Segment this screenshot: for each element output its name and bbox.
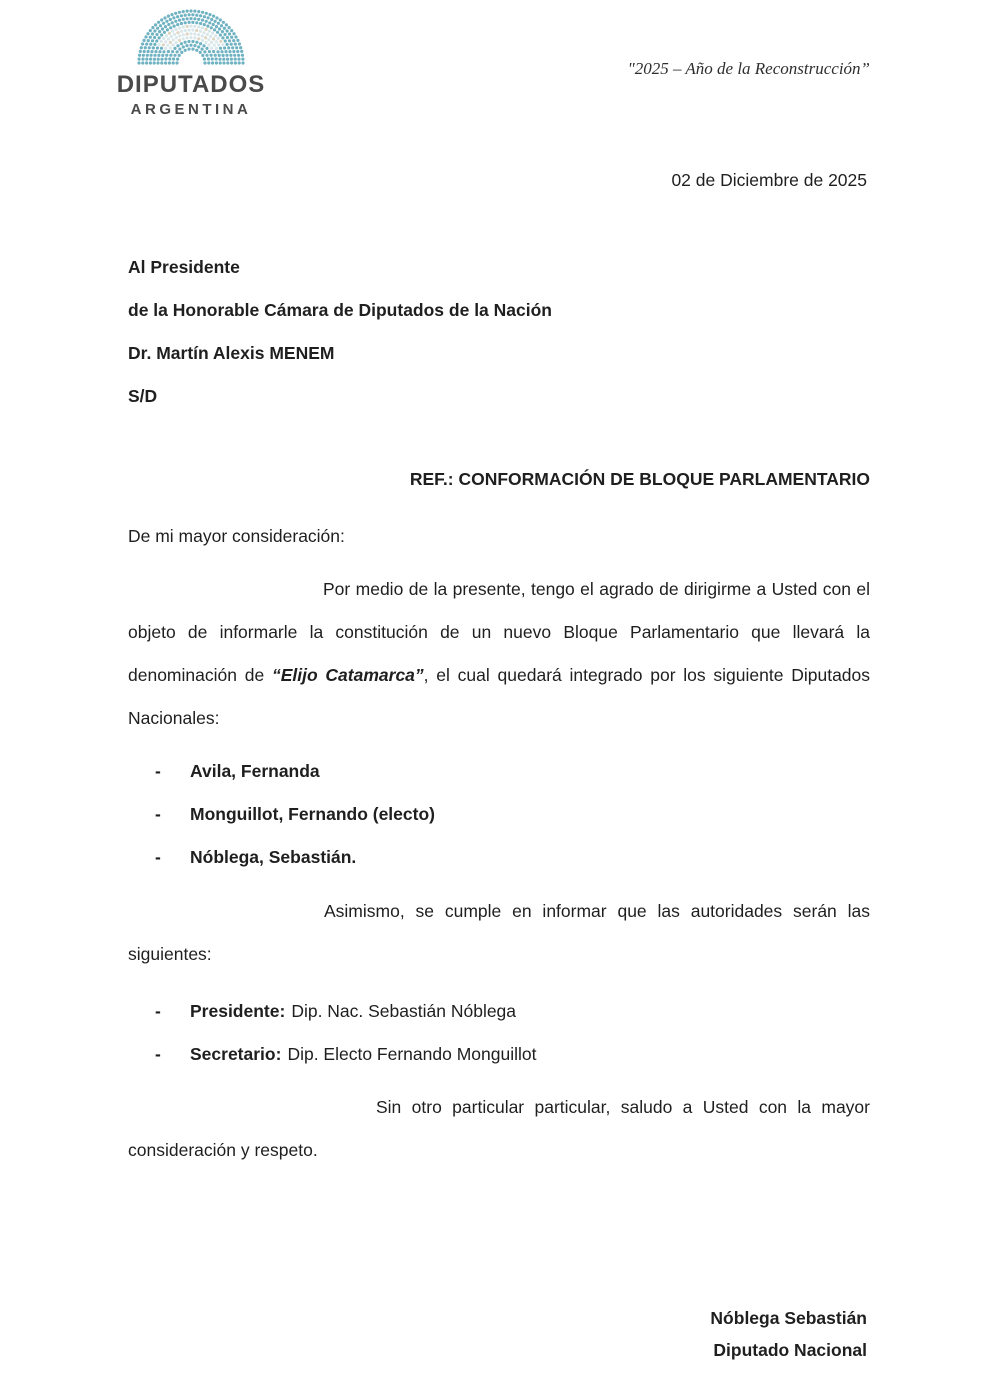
member-row (155, 750, 435, 793)
member-row (155, 793, 435, 836)
paragraph-authorities: Asimismo, se cumple en informar que las autoridades serán las siguientes: (128, 901, 870, 964)
year-motto: "2025 – Año de la Reconstrucción” (627, 59, 870, 78)
paragraph-intro-text-after: , el cual quedará integrado por los siguiente Diputados Nacionales: (128, 665, 871, 728)
member-name: Avila, Fernanda (190, 761, 320, 781)
signature-name: Nóblega Sebastián (710, 1308, 867, 1328)
authority-role: Presidente: (190, 1001, 286, 1021)
recipient-line-1: Al Presidente (128, 257, 240, 277)
authority-role: Secretario: (190, 1044, 282, 1064)
member-name: Monguillot, Fernando (electo) (190, 804, 435, 824)
authority-detail: Dip. Nac. Sebastián Nóblega (291, 1001, 517, 1021)
bullet-dash: - (155, 1001, 161, 1021)
members-list (155, 750, 435, 879)
member-name: Nóblega, Sebastián. (190, 847, 357, 867)
paragraph-intro-text-before: Por medio de la presente, tengo el agrado de dirigirme a Usted con el objeto de informarle la constitución de un nuevo Bloque Parlamentario que llevará la denominación de (128, 579, 870, 685)
block-name: “Elijo Catamarca” (271, 665, 424, 685)
member-row (155, 836, 435, 879)
salutation: De mi mayor consideración: (128, 526, 345, 546)
bullet-dash: - (155, 847, 161, 867)
bullet-dash: - (155, 761, 161, 781)
paragraph-intro (128, 568, 870, 740)
reference-line: REF.: CONFORMACIÓN DE BLOQUE PARLAMENTARIO (409, 469, 870, 489)
authorities-list (155, 990, 536, 1076)
bullet-dash: - (155, 1044, 161, 1064)
signature-title: Diputado Nacional (713, 1340, 867, 1360)
recipient-line-2: de la Honorable Cámara de Diputados de la Nación (128, 300, 552, 320)
date-line: 02 de Diciembre de 2025 (671, 170, 867, 190)
hemicycle-dots-icon (116, 6, 266, 68)
bullet-dash: - (155, 804, 161, 824)
authority-row (155, 1033, 536, 1076)
recipient-line-4: S/D (128, 386, 158, 406)
recipient-line-3: Dr. Martín Alexis MENEM (128, 343, 335, 363)
recipient-block (128, 246, 552, 418)
paragraph-closing: Sin otro particular particular, saludo a Usted con la mayor consideración y respeto. (128, 1097, 870, 1160)
diputados-logo (110, 6, 272, 118)
org-name: DIPUTADOS (116, 71, 266, 98)
authority-row (155, 990, 536, 1033)
org-subtitle: ARGENTINA (130, 101, 252, 118)
authority-detail: Dip. Electo Fernando Monguillot (287, 1044, 537, 1064)
signature-block (710, 1302, 867, 1366)
